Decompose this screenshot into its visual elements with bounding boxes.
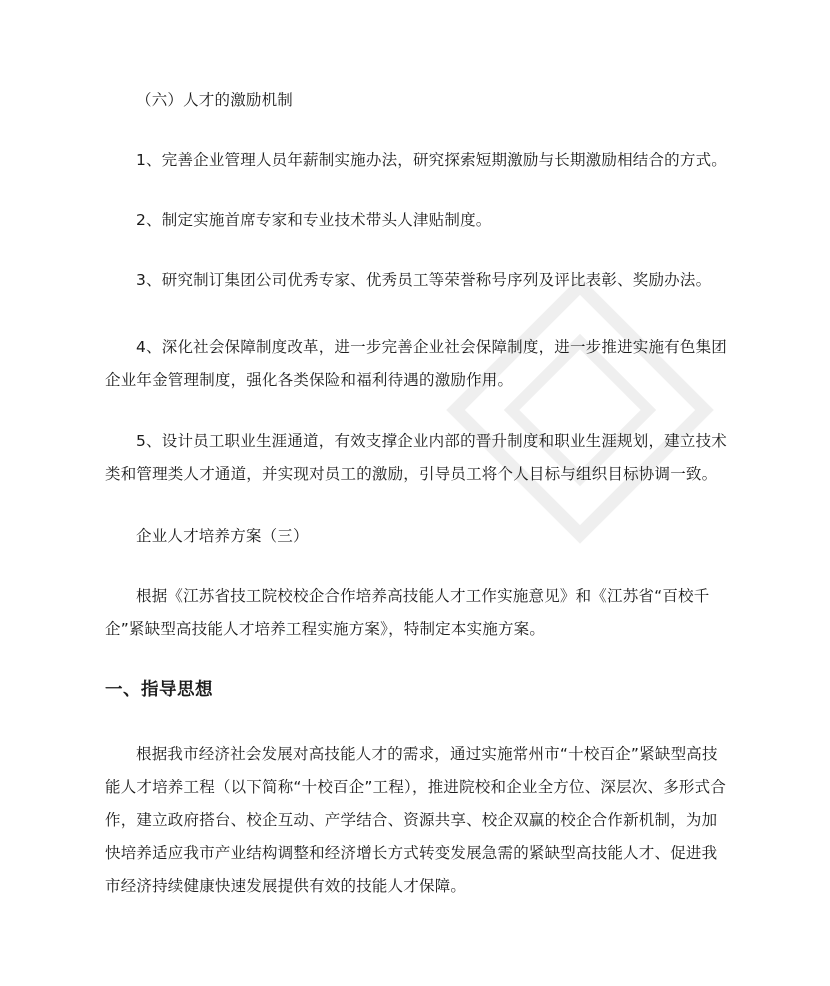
plan-intro: 根据《江苏省技工院校校企合作培养高技能人才工作实施意见》和《江苏省“百校千企”紧缺型高技能人才培养工程实施方案》，特制定本实施方案。 [105, 587, 710, 638]
list-item: 4、深化社会保障制度改革，进一步完善企业社会保障制度，进一步推进实施有色集团企业年金管理制度，强化各类保险和福利待遇的激励作用。 [105, 338, 727, 389]
list-item: 1、完善企业管理人员年薪制实施办法，研究探索短期激励与长期激励相结合的方式。 [136, 151, 727, 169]
guiding-text: 根据我市经济社会发展对高技能人才的需求，通过实施常州市“十校百企”紧缺型高技能人才培养工程（以下简称“十校百企”工程），推进院校和企业全方位、深层次、多形式合作，建立政府搭台、校企互动、产学结合、资源共享、校企双赢的校企合作新机制，为加快培养适应我市产业结构调整和经济增长方式转变发展急需的紧缺型高技能人才、促进我市经济持续健康快速发展提供有效的技能人才保障。 [105, 745, 727, 895]
list-item: 2、制定实施首席专家和专业技术带头人津贴制度。 [136, 211, 492, 229]
heading-guiding-thought: 一、指导思想 [105, 680, 213, 700]
list-item: 3、研究制订集团公司优秀专家、优秀员工等荣誉称号序列及评比表彰、奖励办法。 [136, 271, 712, 289]
plan-title: 企业人才培养方案（三） [136, 527, 309, 545]
list-item: 5、设计员工职业生涯通道，有效支撑企业内部的晋升制度和职业生涯规划，建立技术类和管理类人才通道，并实现对员工的激励，引导员工将个人目标与组织目标协调一致。 [105, 432, 727, 483]
watermark-icon [424, 254, 735, 565]
section-six-title: （六）人才的激励机制 [136, 91, 294, 109]
